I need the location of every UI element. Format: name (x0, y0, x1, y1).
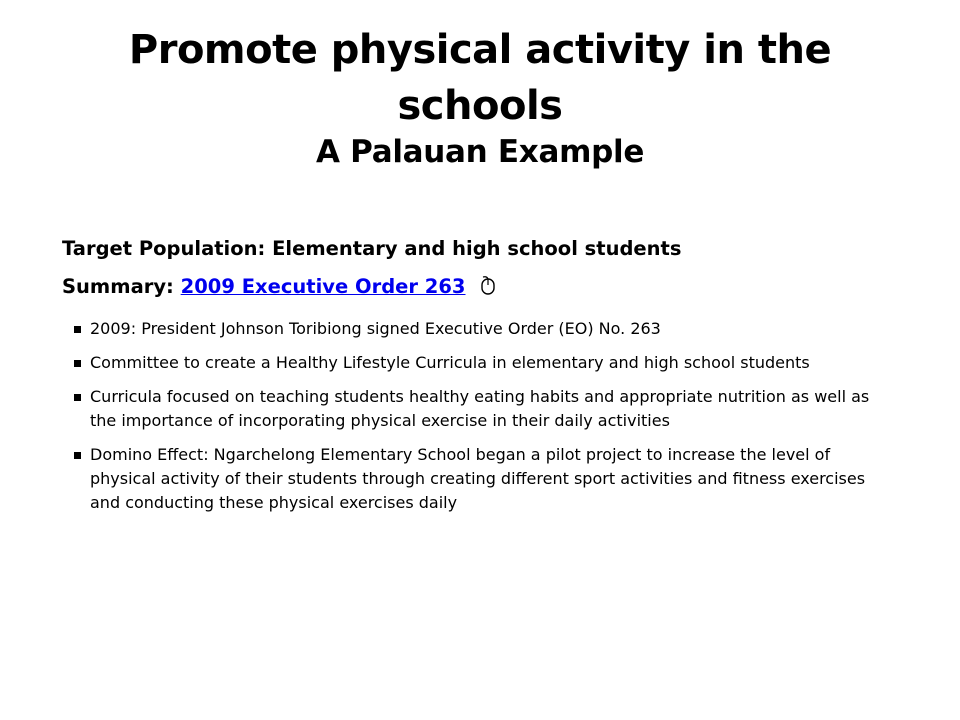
target-population-line (62, 230, 912, 268)
mouse-icon[interactable] (480, 271, 496, 309)
executive-order-link[interactable]: 2009 Executive Order 263 (180, 275, 466, 298)
square-bullet-icon (74, 394, 81, 401)
summary-line (62, 268, 912, 309)
list-item-text: 2009: President Johnson Toribiong signed Executive Order (EO) No. 263 (90, 319, 661, 338)
target-population-value: Elementary and high school students (272, 237, 682, 260)
list-item-text: Domino Effect: Ngarchelong Elementary School began a pilot project to increase the level of physical activity of their students through creating different sport activities and fitness exercises and conducting these physical exercises daily (90, 445, 866, 512)
square-bullet-icon (74, 326, 81, 333)
list-item (62, 317, 900, 341)
page-subtitle: A Palauan Example (315, 134, 645, 170)
list-item-text: Curricula focused on teaching students healthy eating habits and appropriate nutrition as well as the importance of incorporating physical exercise in their daily activities (90, 387, 870, 430)
list-item (62, 351, 900, 375)
list-item (62, 443, 900, 515)
content (62, 230, 912, 525)
square-bullet-icon (74, 452, 81, 459)
title-block (48, 22, 912, 174)
page-title: Promote physical activity in the schools (128, 27, 832, 129)
list-item-text: Committee to create a Healthy Lifestyle Curricula in elementary and high school students (90, 353, 810, 372)
square-bullet-icon (74, 360, 81, 367)
list-item (62, 385, 900, 433)
target-population-label: Target Population: (62, 237, 266, 260)
summary-label: Summary: (62, 275, 174, 298)
bullet-list (62, 317, 912, 515)
